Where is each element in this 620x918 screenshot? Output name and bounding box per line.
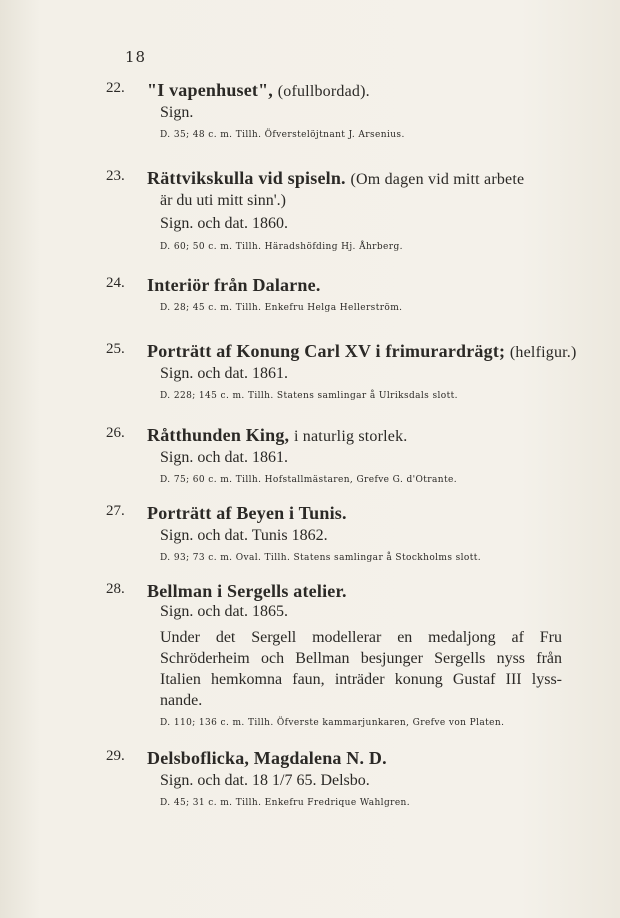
entry-title-text: Porträtt af Beyen i Tunis. — [147, 503, 347, 523]
description-line: Schröderheim och Bellman besjunger Sergells nyss från — [160, 650, 562, 667]
entry-title-text: Interiör från Dalarne. — [147, 275, 321, 295]
entry-title-text: Råtthunden King, — [147, 425, 290, 445]
entry-title — [147, 341, 577, 362]
entry-number: 26. — [106, 425, 125, 441]
entry-title — [147, 80, 370, 101]
description-line: Italien hemkomna faun, inträder konung Gustaf III lyss- — [160, 671, 562, 688]
entry-provenance: D. 45; 31 c. m. Tillh. Enkefru Fredrique Wahlgren. — [160, 798, 411, 808]
entry-signature: Sign. och dat. 1860. — [160, 215, 288, 232]
entry-signature: Sign. och dat. Tunis 1862. — [160, 527, 328, 544]
entry-signature: Sign. och dat. 1865. — [160, 603, 288, 620]
entry-provenance: D. 75; 60 c. m. Tillh. Hofstallmästaren, Grefve G. d'Otrante. — [160, 475, 457, 485]
entry-provenance: D. 35; 48 c. m. Tillh. Öfverstelöjtnant J. Arsenius. — [160, 130, 405, 140]
entry-title — [147, 275, 321, 296]
entry-number: 25. — [106, 341, 125, 357]
entry-title-note: (ofullbordad). — [277, 83, 370, 100]
entry-title-text: "I vapenhuset", — [147, 80, 274, 100]
entry-provenance: D. 93; 73 c. m. Oval. Tillh. Statens samlingar å Stockholms slott. — [160, 553, 482, 563]
description-line: Under det Sergell modellerar en medaljong af Fru — [160, 629, 562, 646]
entry-title — [147, 503, 347, 524]
entry-title-text: Porträtt af Konung Carl XV i frimurardrägt; — [147, 341, 506, 361]
entry-signature: Sign. och dat. 1861. — [160, 365, 288, 382]
entry-number: 27. — [106, 503, 125, 519]
entry-number: 23. — [106, 168, 125, 184]
entry-number: 22. — [106, 80, 125, 96]
entry-number: 24. — [106, 275, 125, 291]
entry-number: 28. — [106, 581, 125, 597]
entry-line: är du uti mitt sinn'.) — [160, 192, 286, 209]
entry-title-note: (Om dagen vid mitt arbete — [350, 171, 525, 188]
entry-title-note: i naturlig storlek. — [293, 428, 408, 445]
entry-title — [147, 168, 524, 189]
entry-provenance: D. 228; 145 c. m. Tillh. Statens samlingar å Ulriksdals slott. — [160, 391, 458, 401]
entry-provenance: D. 110; 136 c. m. Tillh. Öfverste kammarjunkaren, Grefve von Platen. — [160, 718, 505, 728]
page-number: 18 — [125, 48, 147, 66]
description-line: nande. — [160, 692, 203, 709]
entry-description — [160, 627, 562, 711]
entry-signature: Sign. — [160, 104, 194, 121]
entry-title-note: (helfigur.) — [509, 344, 577, 361]
entry-title-text: Rättvikskulla vid spiseln. — [147, 168, 346, 188]
entry-title — [147, 748, 387, 769]
entry-number: 29. — [106, 748, 125, 764]
entry-title-text: Delsboflicka, Magdalena N. D. — [147, 748, 387, 768]
entry-provenance: D. 60; 50 c. m. Tillh. Häradshöfding Hj. Åhrberg. — [160, 242, 403, 252]
entry-signature: Sign. och dat. 18 1/7 65. Delsbo. — [160, 772, 370, 789]
entry-title-text: Bellman i Sergells atelier. — [147, 581, 347, 601]
entry-title — [147, 581, 347, 602]
entry-provenance: D. 28; 45 c. m. Tillh. Enkefru Helga Hellerström. — [160, 303, 403, 313]
entry-title — [147, 425, 408, 446]
entry-signature: Sign. och dat. 1861. — [160, 449, 288, 466]
